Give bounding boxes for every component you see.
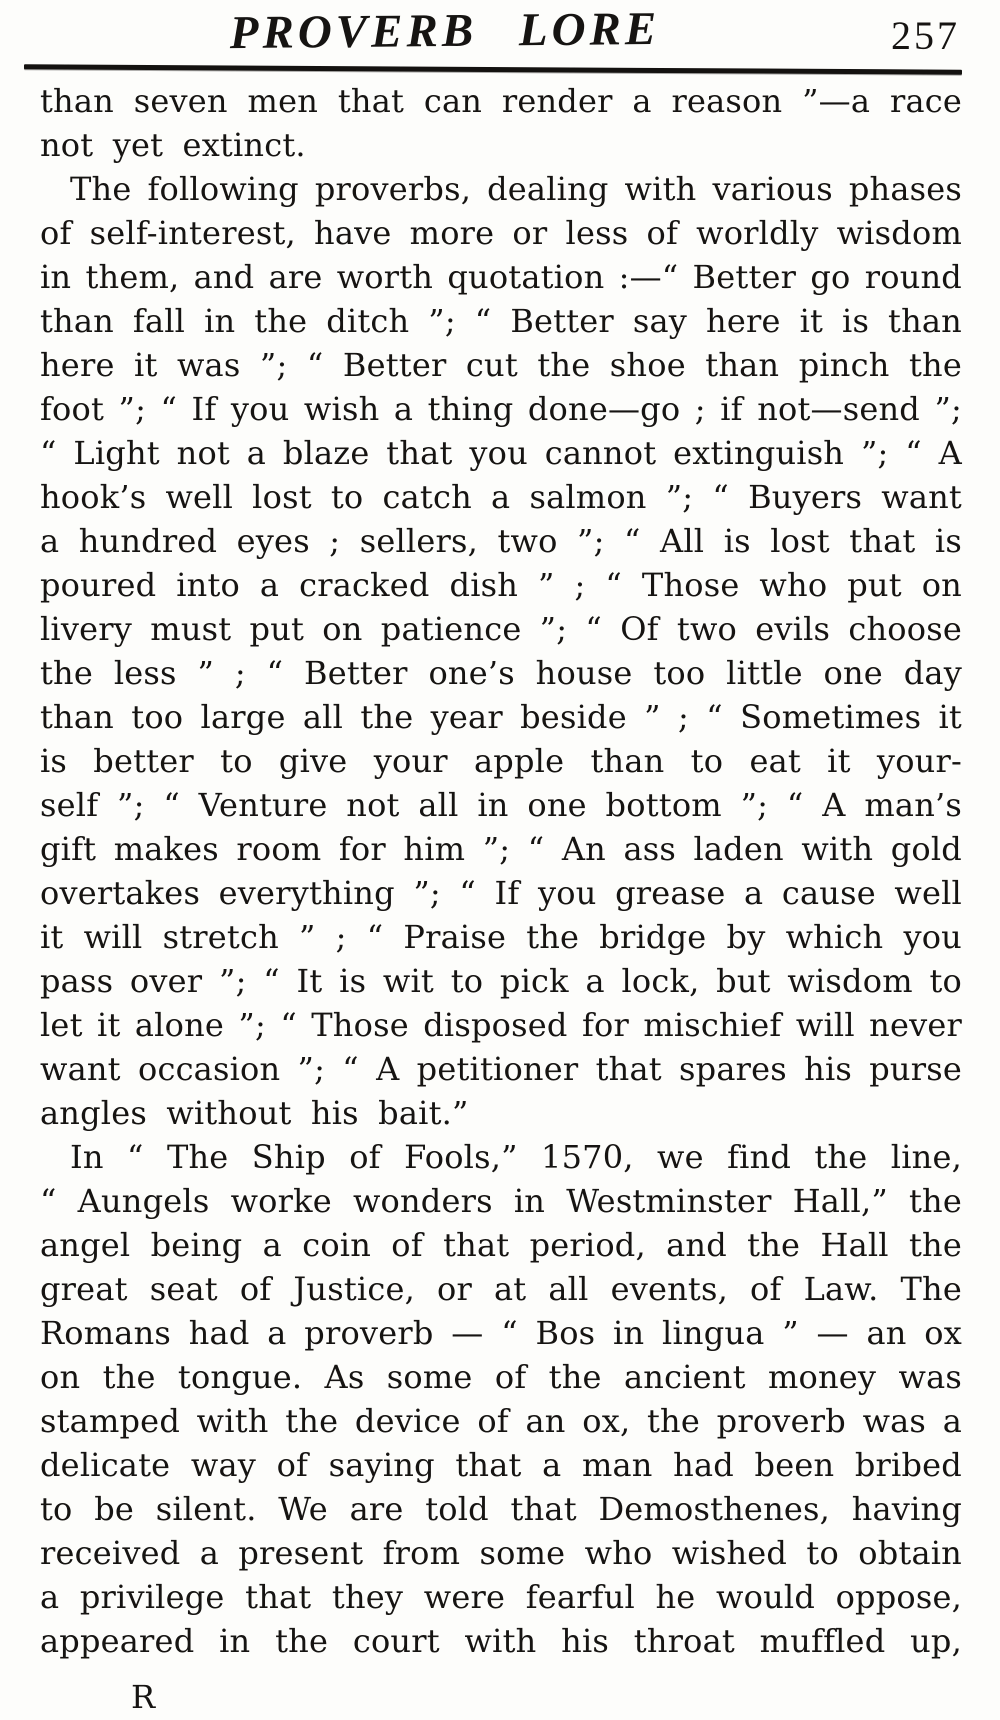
text-line: foot ”; “ If you wish a thing done—go ; if not—send ”; bbox=[40, 390, 962, 428]
paragraph bbox=[40, 167, 962, 1135]
text-line: Romans had a proverb — “ Bos in lingua ” — an ox bbox=[40, 1314, 962, 1352]
text-line: In “ The Ship of Fools,” 1570, we find the line, bbox=[70, 1138, 962, 1176]
text-line: is better to give your apple than to eat it your- bbox=[40, 742, 962, 780]
text-line: than fall in the ditch ”; “ Better say here it is than bbox=[40, 302, 962, 340]
paragraph bbox=[40, 1135, 962, 1663]
text-line: stamped with the device of an ox, the proverb was a bbox=[40, 1402, 962, 1440]
text-line: The following proverbs, dealing with various phases bbox=[70, 170, 962, 208]
text-line: received a present from some who wished to obtain bbox=[40, 1534, 962, 1572]
text-line: in them, and are worth quotation :—“ Better go round bbox=[40, 258, 962, 296]
text-line: here it was ”; “ Better cut the shoe than pinch the bbox=[40, 346, 962, 384]
text-line: let it alone ”; “ Those disposed for mischief will never bbox=[40, 1006, 962, 1044]
text-line: not yet extinct. bbox=[40, 126, 306, 164]
text-line: delicate way of saying that a man had been bribed bbox=[40, 1446, 962, 1484]
page-number: 257 bbox=[891, 13, 960, 58]
text-line: hook’s well lost to catch a salmon ”; “ Buyers want bbox=[40, 478, 962, 516]
text-line: “ Light not a blaze that you cannot extinguish ”; “ A bbox=[40, 434, 962, 472]
text-line: overtakes everything ”; “ If you grease a cause well bbox=[40, 874, 962, 912]
text-line: than too large all the year beside ” ; “ Sometimes it bbox=[40, 698, 962, 736]
paragraph bbox=[40, 79, 962, 167]
text-line: want occasion ”; “ A petitioner that spares his purse bbox=[40, 1050, 962, 1088]
page-title: PROVERB LORE bbox=[229, 2, 661, 60]
text-line: to be silent. We are told that Demosthenes, having bbox=[40, 1490, 962, 1528]
text-line: appeared in the court with his throat muffled up, bbox=[40, 1622, 962, 1660]
text-line: of self-interest, have more or less of worldly wisdom bbox=[40, 214, 962, 252]
header-rule bbox=[24, 64, 962, 74]
text-line: angles without his bait.” bbox=[40, 1094, 469, 1132]
signature-mark: R bbox=[131, 1678, 157, 1716]
text-line: angel being a coin of that period, and the Hall the bbox=[40, 1226, 962, 1264]
text-line: livery must put on patience ”; “ Of two evils choose bbox=[40, 610, 962, 648]
text-line: poured into a cracked dish ” ; “ Those who put on bbox=[40, 566, 962, 604]
page-body bbox=[40, 79, 962, 1663]
text-line: “ Aungels worke wonders in Westminster Hall,” the bbox=[40, 1182, 962, 1220]
text-line: it will stretch ” ; “ Praise the bridge by which you bbox=[40, 918, 962, 956]
text-line: the less ” ; “ Better one’s house too little one day bbox=[40, 654, 962, 692]
text-line: self ”; “ Venture not all in one bottom ”; “ A man’s bbox=[40, 786, 962, 824]
text-line: pass over ”; “ It is wit to pick a lock, but wisdom to bbox=[40, 962, 962, 1000]
text-line: than seven men that can render a reason ”—a race bbox=[40, 82, 962, 120]
text-line: a privilege that they were fearful he would oppose, bbox=[40, 1578, 962, 1616]
text-line: great seat of Justice, or at all events, of Law. The bbox=[40, 1270, 962, 1308]
text-line: on the tongue. As some of the ancient money was bbox=[40, 1358, 962, 1396]
text-line: a hundred eyes ; sellers, two ”; “ All is lost that is bbox=[40, 522, 962, 560]
text-line: gift makes room for him ”; “ An ass laden with gold bbox=[40, 830, 962, 868]
